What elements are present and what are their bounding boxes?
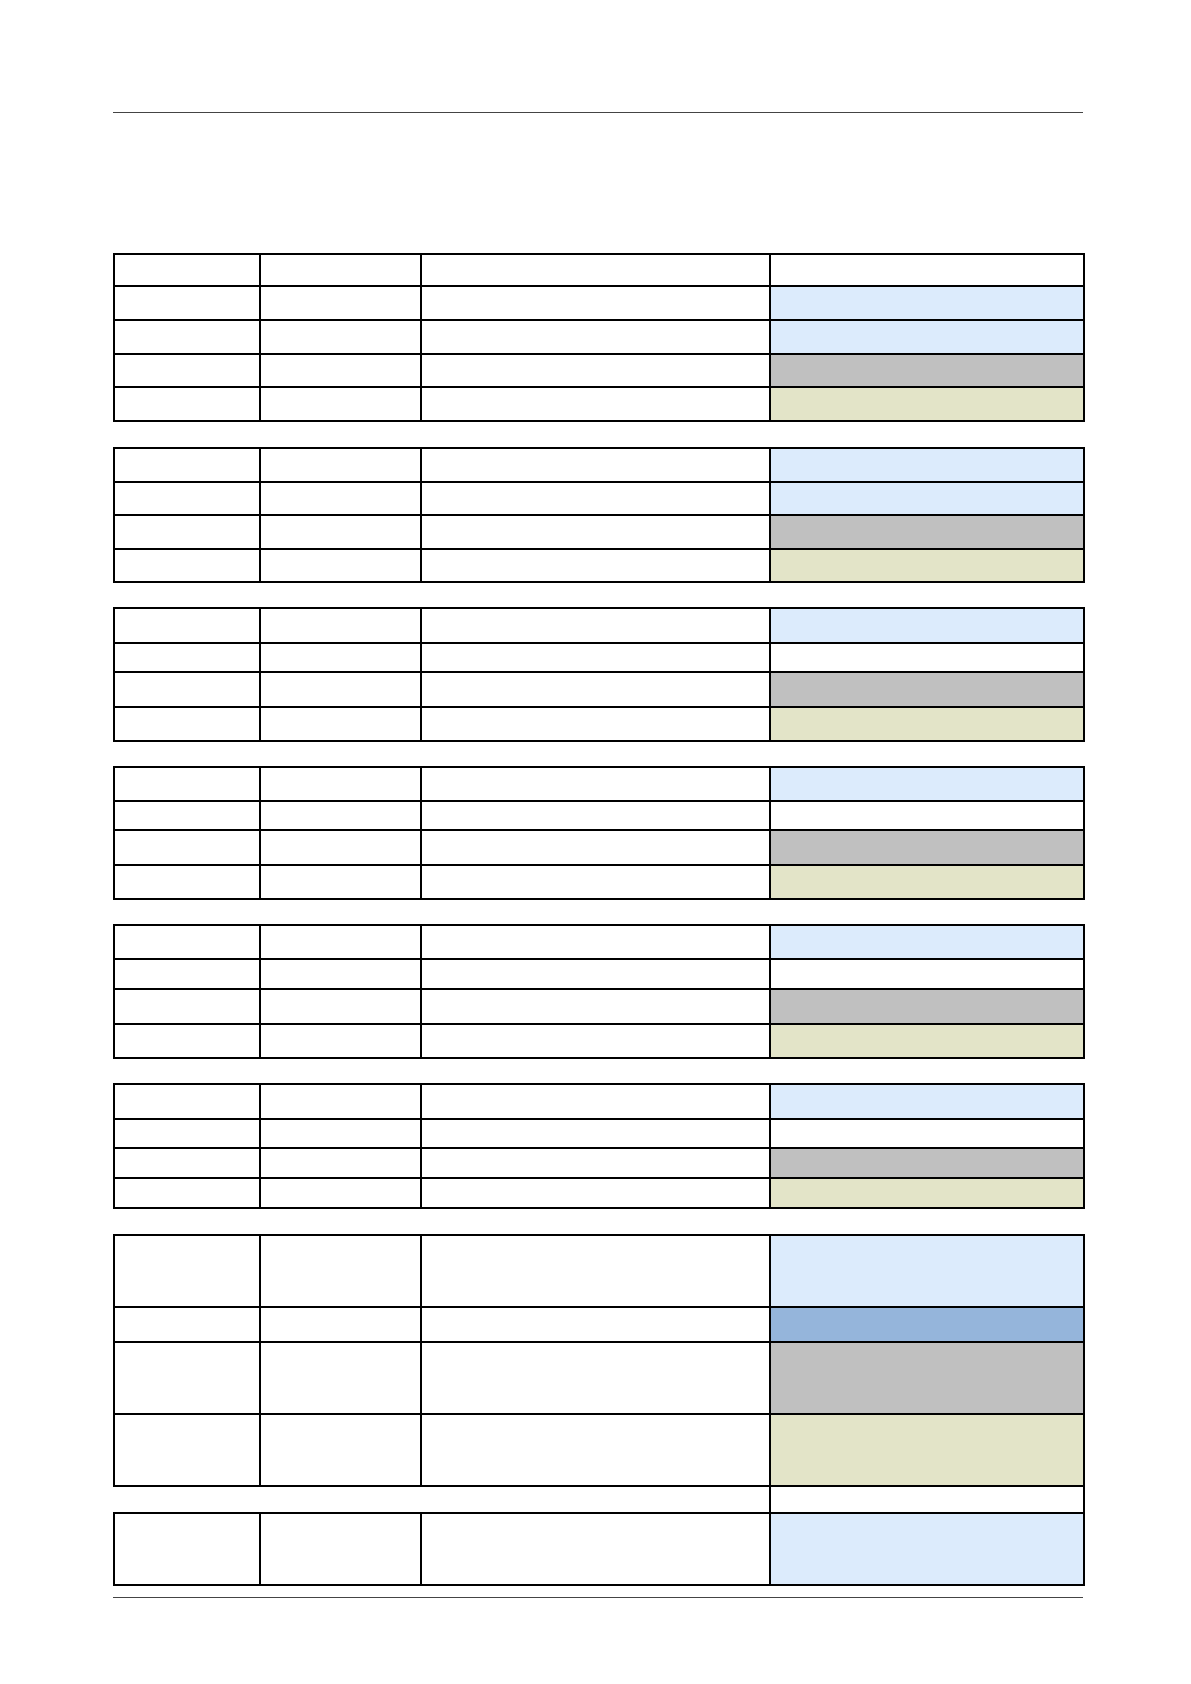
table-cell bbox=[421, 989, 770, 1024]
table-cell bbox=[260, 830, 421, 865]
table-row bbox=[114, 672, 1084, 707]
table-cell bbox=[114, 1414, 260, 1486]
table-row bbox=[114, 925, 1084, 959]
table-row bbox=[114, 354, 1084, 387]
table-cell bbox=[114, 865, 260, 899]
table-row bbox=[114, 1307, 1084, 1342]
table-row bbox=[114, 801, 1084, 830]
table-cell bbox=[421, 320, 770, 354]
table-row bbox=[114, 830, 1084, 865]
table-cell bbox=[260, 549, 421, 582]
data-table bbox=[113, 924, 1085, 1059]
table-row bbox=[114, 767, 1084, 801]
table-cell bbox=[114, 1307, 260, 1342]
table-cell bbox=[770, 1513, 1084, 1585]
table-row bbox=[114, 1024, 1084, 1058]
table-row bbox=[114, 1119, 1084, 1148]
table-cell bbox=[260, 286, 421, 320]
table-row bbox=[114, 608, 1084, 643]
table-row bbox=[114, 865, 1084, 899]
table-cell bbox=[421, 767, 770, 801]
data-table bbox=[113, 447, 1085, 583]
table-cell bbox=[114, 1235, 260, 1307]
table-cell bbox=[114, 1119, 260, 1148]
table-row bbox=[114, 707, 1084, 741]
table-cell bbox=[114, 830, 260, 865]
table-cell bbox=[114, 959, 260, 989]
table-cell bbox=[421, 1119, 770, 1148]
table-cell bbox=[260, 707, 421, 741]
table-cell bbox=[770, 608, 1084, 643]
table-cell bbox=[421, 1084, 770, 1119]
table-row bbox=[114, 254, 1084, 286]
table-cell bbox=[421, 707, 770, 741]
table-cell bbox=[421, 1235, 770, 1307]
table-cell bbox=[770, 1307, 1084, 1342]
table-cell bbox=[770, 865, 1084, 899]
table-cell bbox=[770, 1178, 1084, 1208]
table-cell bbox=[770, 482, 1084, 515]
table-cell bbox=[770, 1084, 1084, 1119]
table-cell bbox=[260, 1414, 421, 1486]
table-cell bbox=[114, 925, 260, 959]
table-cell bbox=[421, 925, 770, 959]
table-cell bbox=[770, 286, 1084, 320]
table-cell bbox=[770, 549, 1084, 582]
table-row bbox=[114, 1513, 1084, 1585]
table-row bbox=[114, 1084, 1084, 1119]
header-rule bbox=[113, 112, 1083, 113]
table-row bbox=[114, 1486, 1084, 1513]
table-row bbox=[114, 320, 1084, 354]
table-cell bbox=[114, 672, 260, 707]
table-cell bbox=[260, 925, 421, 959]
table-cell bbox=[421, 286, 770, 320]
table-cell bbox=[421, 549, 770, 582]
table-cell bbox=[770, 1235, 1084, 1307]
table-cell bbox=[114, 286, 260, 320]
table-cell bbox=[260, 959, 421, 989]
table-cell bbox=[260, 448, 421, 482]
table-cell bbox=[114, 482, 260, 515]
table-row bbox=[114, 959, 1084, 989]
table-cell bbox=[260, 1342, 421, 1414]
table-cell bbox=[114, 448, 260, 482]
table-cell bbox=[421, 1342, 770, 1414]
table-cell bbox=[770, 767, 1084, 801]
table-cell bbox=[770, 1486, 1084, 1513]
table-cell bbox=[770, 925, 1084, 959]
table-cell bbox=[421, 448, 770, 482]
table-cell bbox=[114, 1148, 260, 1178]
data-table bbox=[113, 607, 1085, 742]
table-row bbox=[114, 286, 1084, 320]
table-row bbox=[114, 1235, 1084, 1307]
table-cell bbox=[260, 767, 421, 801]
footer-rule bbox=[113, 1597, 1083, 1598]
table-row bbox=[114, 1414, 1084, 1486]
table-cell bbox=[770, 387, 1084, 421]
table-cell bbox=[260, 1307, 421, 1342]
table-cell bbox=[114, 387, 260, 421]
table-cell bbox=[260, 1084, 421, 1119]
table-cell bbox=[260, 1513, 421, 1585]
table-cell bbox=[260, 865, 421, 899]
table-cell bbox=[421, 959, 770, 989]
table-cell bbox=[260, 1119, 421, 1148]
table-cell bbox=[421, 1148, 770, 1178]
table-cell bbox=[260, 387, 421, 421]
table-cell bbox=[770, 515, 1084, 549]
table-cell bbox=[114, 320, 260, 354]
data-table bbox=[113, 1083, 1085, 1209]
table-cell bbox=[770, 1024, 1084, 1058]
data-table bbox=[113, 1234, 1085, 1586]
table-cell bbox=[421, 387, 770, 421]
data-table bbox=[113, 253, 1085, 422]
table-cell bbox=[770, 320, 1084, 354]
table-cell bbox=[421, 482, 770, 515]
table-cell bbox=[260, 515, 421, 549]
table-cell bbox=[770, 354, 1084, 387]
table-cell bbox=[114, 767, 260, 801]
table-row bbox=[114, 448, 1084, 482]
table-cell bbox=[114, 1024, 260, 1058]
table-row bbox=[114, 989, 1084, 1024]
table-cell bbox=[770, 1414, 1084, 1486]
table-cell bbox=[770, 643, 1084, 672]
table-cell bbox=[421, 254, 770, 286]
table-cell bbox=[770, 448, 1084, 482]
table-cell bbox=[421, 1513, 770, 1585]
table-row bbox=[114, 549, 1084, 582]
table-row bbox=[114, 1148, 1084, 1178]
table-cell bbox=[114, 643, 260, 672]
table-cell bbox=[260, 1178, 421, 1208]
table-row bbox=[114, 482, 1084, 515]
table-row bbox=[114, 643, 1084, 672]
table-row bbox=[114, 515, 1084, 549]
table-cell bbox=[260, 1024, 421, 1058]
table-cell bbox=[421, 1178, 770, 1208]
table-row bbox=[114, 1178, 1084, 1208]
table-cell bbox=[114, 1084, 260, 1119]
table-cell bbox=[260, 482, 421, 515]
table-cell bbox=[770, 989, 1084, 1024]
table-cell bbox=[114, 1513, 260, 1585]
table-cell bbox=[770, 959, 1084, 989]
table-cell bbox=[114, 989, 260, 1024]
table-cell bbox=[260, 643, 421, 672]
table-row bbox=[114, 1342, 1084, 1414]
table-cell bbox=[770, 1119, 1084, 1148]
data-table bbox=[113, 766, 1085, 900]
table-cell bbox=[260, 1148, 421, 1178]
table-cell bbox=[770, 830, 1084, 865]
table-cell bbox=[114, 608, 260, 643]
table-cell bbox=[114, 354, 260, 387]
table-cell bbox=[114, 1342, 260, 1414]
table-cell bbox=[260, 320, 421, 354]
table-cell bbox=[770, 801, 1084, 830]
table-cell bbox=[421, 830, 770, 865]
table-cell bbox=[421, 643, 770, 672]
table-cell bbox=[421, 672, 770, 707]
table-cell bbox=[114, 1178, 260, 1208]
table-cell bbox=[770, 707, 1084, 741]
table-cell bbox=[114, 549, 260, 582]
table-row bbox=[114, 387, 1084, 421]
table-cell bbox=[114, 515, 260, 549]
table-cell bbox=[770, 1148, 1084, 1178]
table-cell bbox=[421, 1307, 770, 1342]
table-cell bbox=[421, 354, 770, 387]
table-cell bbox=[114, 801, 260, 830]
table-cell bbox=[260, 354, 421, 387]
table-cell bbox=[770, 672, 1084, 707]
table-cell bbox=[770, 1342, 1084, 1414]
table-cell bbox=[421, 608, 770, 643]
table-cell bbox=[770, 254, 1084, 286]
table-cell bbox=[260, 989, 421, 1024]
table-cell bbox=[421, 515, 770, 549]
table-cell bbox=[260, 254, 421, 286]
table-cell bbox=[260, 801, 421, 830]
table-cell bbox=[260, 608, 421, 643]
table-cell bbox=[421, 1414, 770, 1486]
table-cell bbox=[114, 707, 260, 741]
table-cell bbox=[421, 801, 770, 830]
table-cell-empty bbox=[114, 1486, 770, 1513]
table-cell bbox=[260, 672, 421, 707]
table-cell bbox=[421, 1024, 770, 1058]
table-cell bbox=[114, 254, 260, 286]
table-cell bbox=[421, 865, 770, 899]
table-cell bbox=[260, 1235, 421, 1307]
